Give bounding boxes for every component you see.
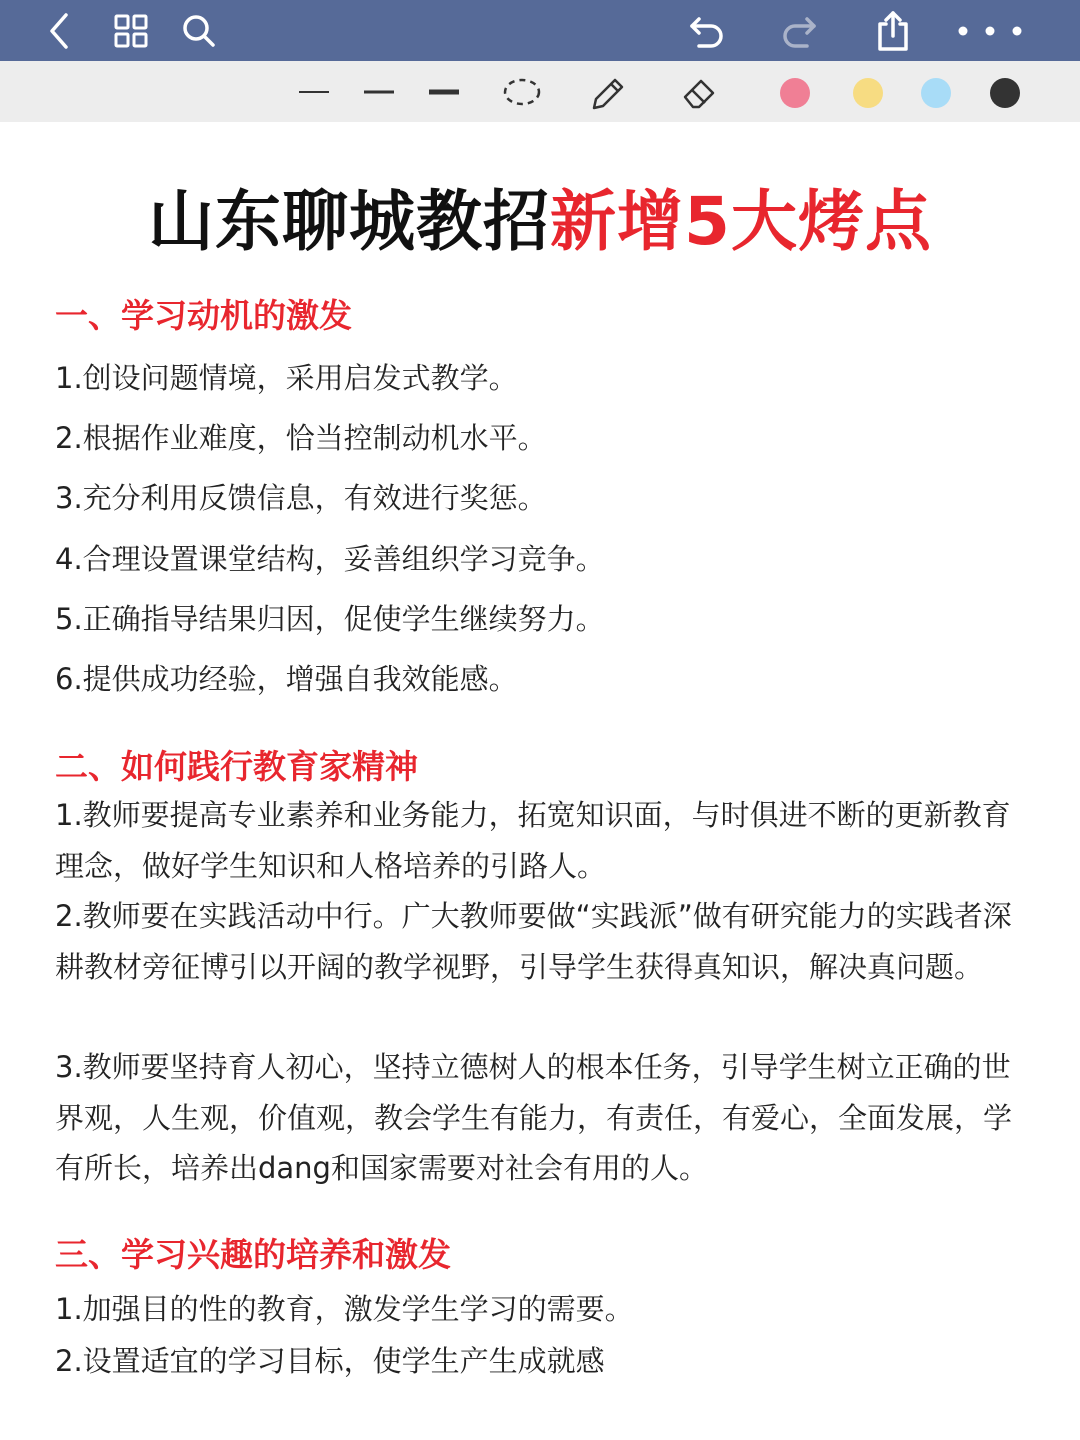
medium-line-tool[interactable] [355,68,403,116]
list-item: 1.创设问题情境，采用启发式教学。 [55,361,518,395]
pen-icon[interactable] [582,68,630,116]
top-navigation-bar [0,0,1080,61]
section-heading-interest: 三、学习兴趣的培养和激发 [55,1235,451,1274]
list-item: 1.教师要提高专业素养和业务能力，拓宽知识面，与时俱进不断的更新教育理念，做好学生知识和人格培养的引路人。 [55,798,1011,883]
redo-icon[interactable] [776,8,822,54]
black-color-swatch[interactable] [990,78,1020,108]
list-item: 3.充分利用反馈信息，有效进行奖惩。 [55,481,547,515]
yellow-color-swatch[interactable] [853,78,883,108]
lasso-icon[interactable] [498,68,546,116]
thick-line-tool[interactable] [420,68,468,116]
section-heading-motivation: 一、学习动机的激发 [55,296,352,335]
list-item: 2.设置适宜的学习目标，使学生产生成就感 [55,1344,605,1378]
list-item: 3.教师要坚持育人初心，坚持立德树人的根本任务，引导学生树立正确的世界观，人生观，价值观，教会学生有能力，有责任，有爱心，全面发展，学有所长，培养出dang和国家需要对社会有用的人。 [55,1050,1013,1185]
page-title [0,168,1080,263]
list-item: 2.根据作业难度，恰当控制动机水平。 [55,421,547,455]
blue-color-swatch[interactable] [921,78,951,108]
undo-icon[interactable] [684,8,730,54]
list-item: 4.合理设置课堂结构，妥善组织学习竞争。 [55,542,605,576]
title-black-part: 山东聊城教招 [148,183,551,260]
list-item: 5.正确指导结果归因，促使学生继续努力。 [55,602,605,636]
thin-line-tool[interactable] [290,68,338,116]
list-item: 6.提供成功经验，增强自我效能感。 [55,662,518,696]
list-item: 1.加强目的性的教育，激发学生学习的需要。 [55,1292,634,1326]
title-red-part: 新增5大烤点 [550,183,932,260]
back-icon[interactable] [36,8,82,54]
grid-icon[interactable] [108,8,154,54]
pink-color-swatch[interactable] [780,78,810,108]
list-item: 2.教师要在实践活动中行。广大教师要做“实践派”做有研究能力的实践者深耕教材旁征博引以开阔的教学视野，引导学生获得真知识，解决真问题。 [55,899,1012,984]
share-icon[interactable] [870,8,916,54]
more-icon[interactable] [952,8,1028,54]
search-icon[interactable] [176,8,222,54]
section-heading-educator-spirit: 二、如何践行教育家精神 [55,747,418,786]
eraser-icon[interactable] [676,68,724,116]
